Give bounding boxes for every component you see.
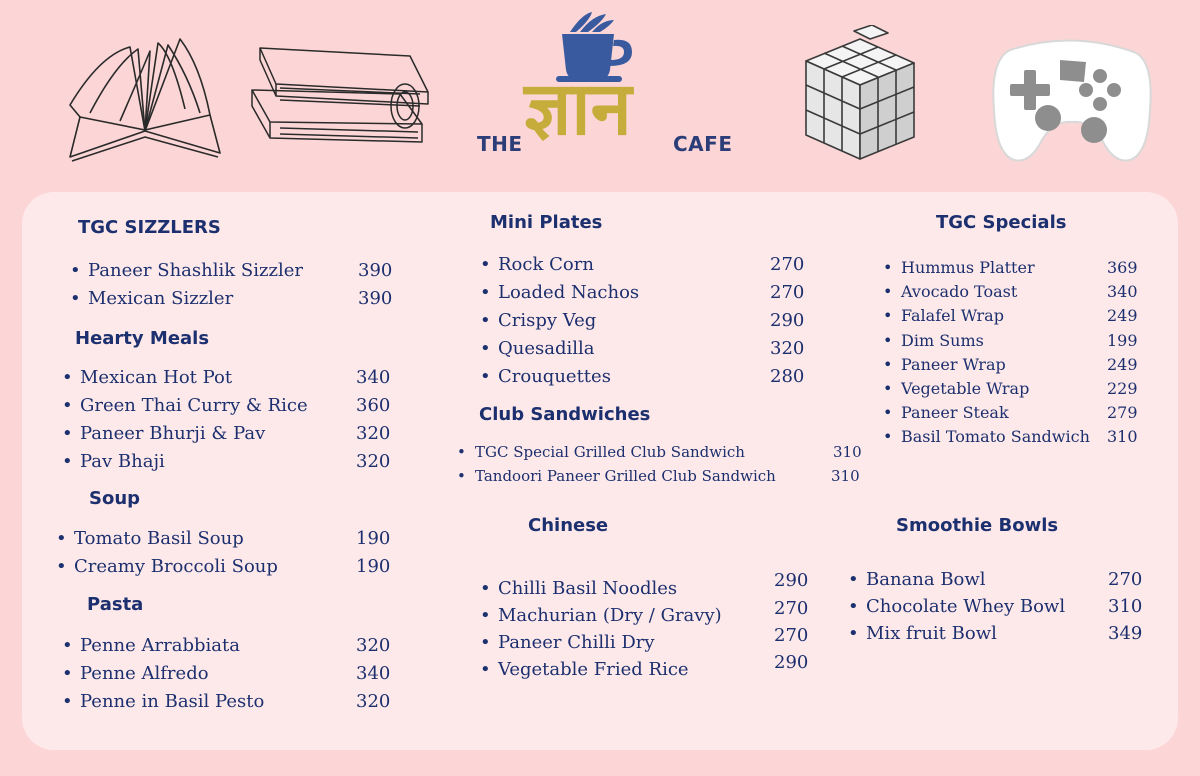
list-club-sandwiches [475,440,862,488]
list-soup [74,525,391,581]
list-item: • Mexican Sizzler 390 [88,285,303,313]
list-item: • Crispy Veg 290 [498,307,639,335]
list-item: • Paneer Shashlik Sizzler 390 [88,257,303,285]
logo-the-text: THE [477,132,523,156]
heading-mini-plates: Mini Plates [490,212,603,233]
open-book-icon [60,35,230,167]
list-item: • Rock Corn 270 [498,251,639,279]
list-item: • Paneer Chilli Dry 270 [498,629,722,656]
list-item: • Green Thai Curry & Rice 360 [80,392,308,420]
list-mini-plates [498,251,805,391]
list-tgc-specials [901,256,1138,450]
list-item: • Paneer Steak 279 [901,401,1090,425]
logo-cafe-text: CAFE [673,132,733,156]
list-item: • Quesadilla 320 [498,335,639,363]
cafe-logo [470,10,740,185]
list-pasta [80,632,391,716]
list-item: • Vegetable Fried Rice 290 [498,656,722,683]
list-item: • Pav Bhaji 320 [80,448,308,476]
list-item: • Loaded Nachos 270 [498,279,639,307]
heading-club-sandwiches: Club Sandwiches [479,404,651,425]
list-item: • Basil Tomato Sandwich 310 [901,425,1090,449]
list-item: • Tomato Basil Soup 190 [74,525,278,553]
list-item: • Paneer Wrap 249 [901,353,1090,377]
list-item: • Paneer Bhurji & Pav 320 [80,420,308,448]
list-item: • Chilli Basil Noodles 290 [498,575,722,602]
list-smoothie-bowls [866,566,1143,647]
heading-pasta: Pasta [87,594,144,615]
list-tgc-sizzlers [88,257,393,313]
list-item: • TGC Special Grilled Club Sandwich 310 [475,440,776,464]
list-item: • Falafel Wrap 249 [901,304,1090,328]
list-item: • Vegetable Wrap 229 [901,377,1090,401]
heading-soup: Soup [89,488,141,509]
list-item: • Tandoori Paneer Grilled Club Sandwich 310 [475,464,776,488]
list-item: • Penne in Basil Pesto 320 [80,688,264,716]
game-controller-icon [990,30,1154,164]
heading-chinese: Chinese [528,515,609,536]
list-item: • Dim Sums 199 [901,329,1090,353]
list-item: • Chocolate Whey Bowl 310 [866,593,1065,620]
list-hearty-meals [80,364,391,476]
heading-tgc-sizzlers: TGC SIZZLERS [78,217,221,238]
heading-smoothie-bowls: Smoothie Bowls [896,515,1059,536]
list-item: • Machurian (Dry / Gravy) 270 [498,602,722,629]
list-item: • Avocado Toast 340 [901,280,1090,304]
list-item: • Hummus Platter 369 [901,256,1090,280]
list-chinese [498,570,809,683]
list-item: • Penne Alfredo 340 [80,660,264,688]
rubiks-cube-icon [798,25,922,165]
heading-hearty-meals: Hearty Meals [75,328,210,349]
list-item: • Creamy Broccoli Soup 190 [74,553,278,581]
list-item: • Mix fruit Bowl 349 [866,620,1065,647]
list-item: • Crouquettes 280 [498,363,639,391]
heading-tgc-specials: TGC Specials [936,212,1067,233]
book-stack-icon [240,42,435,150]
list-item: • Banana Bowl 270 [866,566,1065,593]
list-item: • Penne Arrabbiata 320 [80,632,264,660]
logo-hindi-text: ज्ञान [524,66,632,152]
list-item: • Mexican Hot Pot 340 [80,364,308,392]
